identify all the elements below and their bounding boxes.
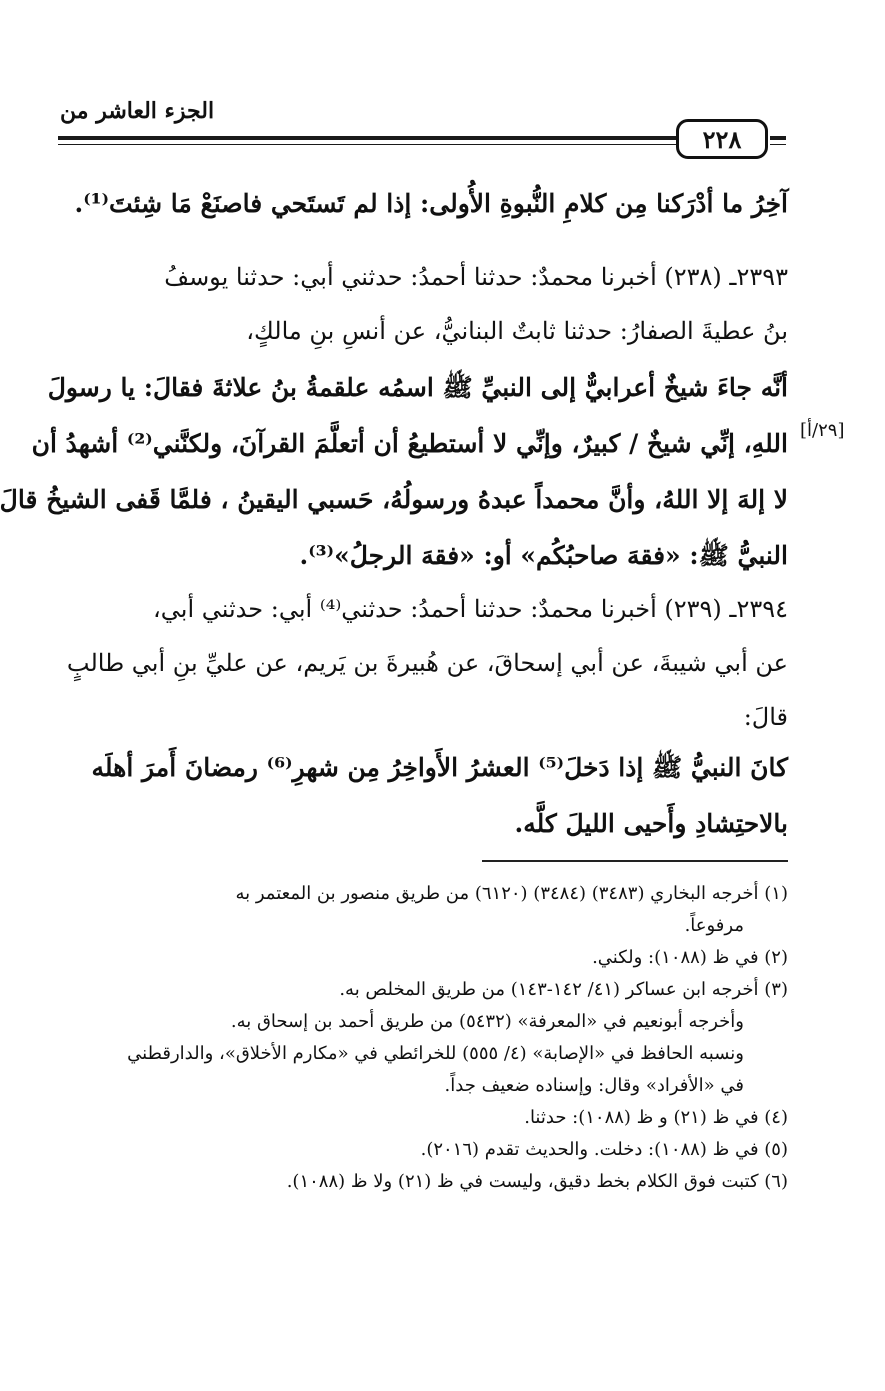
manuscript-folio-ref: [٢٩/أ] — [800, 420, 845, 441]
footnote-line: ونسبه الحافظ في «الإصابة» (٤/ ٥٥٥) للخرائطي في «مكارم الأخلاق»، والدارقطني — [127, 1043, 744, 1064]
paragraph-3-matn — [0, 360, 788, 584]
footnote-line: وأخرجه أبونعيم في «المعرفة» (٥٤٣٢) من طريق أحمد بن إسحاق به. — [230, 1011, 744, 1032]
text-line: النبيُّ ﷺ: «فقهَ صاحبُكُم» أو: «فقهَ الرجلُ»⁽³⁾. — [299, 541, 788, 570]
header-rule-right-thin — [770, 144, 786, 145]
footnotes — [76, 878, 788, 1198]
text-line: بالاحتِشادِ وأَحيى الليلَ كلَّه. — [514, 809, 788, 838]
footnote-line: (١) أخرجه البخاري (٣٤٨٣) (٣٤٨٤) (٦١٢٠) من طريق منصور بن المعتمر به — [235, 883, 788, 904]
paragraph-4-isnad — [66, 582, 788, 744]
header-rule-right — [770, 136, 786, 140]
header-rule-thick — [58, 136, 680, 140]
footnote-separator — [482, 860, 788, 862]
paragraph-1 — [76, 178, 788, 230]
text-line: كانَ النبيُّ ﷺ إذا دَخلَ⁽⁵⁾ العشرُ الأَواخِرُ مِن شهرِ⁽⁶⁾ رمضانَ أَمرَ أهلَه — [91, 753, 788, 782]
header-rule-thin — [58, 144, 680, 145]
text-line: ٢٣٩٤ـ (٢٣٩) أخبرنا محمدٌ: حدثنا أحمدُ: حدثني⁽⁴⁾ أبي: حدثني أبي، — [153, 595, 788, 623]
footnote-line: (٤) في ظ (٢١) و ظ (١٠٨٨): حدثنا. — [524, 1107, 788, 1128]
footnote-line: (٥) في ظ (١٠٨٨): دخلت. والحديث تقدم (٢٠١٦). — [420, 1139, 788, 1160]
text-line: لا إلهَ إلا اللهُ، وأنَّ محمداً عبدهُ ورسولُهُ، حَسبي اليقينُ ، فلمَّا قَفى الشيخُ قالَ — [0, 485, 788, 514]
running-header-title: الجزء العاشر من — [60, 98, 215, 124]
text-line: ٢٣٩٣ـ (٢٣٨) أخبرنا محمدٌ: حدثنا أحمدُ: حدثني أبي: حدثنا يوسفُ — [164, 263, 788, 291]
footnote-line: (٦) كتبت فوق الكلام بخط دقيق، وليست في ظ (٢١) ولا ظ (١٠٨٨). — [286, 1171, 788, 1192]
footnote-line: (٣) أخرجه ابن عساكر (٤١/ ١٤٢-١٤٣) من طريق المخلص به. — [339, 979, 788, 1000]
page-number-badge: ٢٢٨ — [676, 119, 768, 159]
footnote-line: في «الأفراد» وقال: وإسناده ضعيف جداً. — [444, 1075, 744, 1096]
paragraph-2-isnad — [76, 250, 788, 358]
footnote-line: (٢) في ظ (١٠٨٨): ولكني. — [592, 947, 788, 968]
text-line: آخِرُ ما أدْرَكنا مِن كلامِ النُّبوةِ الأُولى: إذا لم تَستَحي فاصنَعْ مَا شِئتَ⁽¹⁾. — [74, 189, 788, 218]
text-line: قالَ: — [743, 703, 788, 731]
text-line: عن أبي شيبةَ، عن أبي إسحاقَ، عن هُبيرةَ بن يَريم، عن عليِّ بنِ أبي طالبٍ — [66, 649, 788, 677]
text-line: اللهِ، إنِّي شيخٌ / كبيرٌ، وإنِّي لا أستطيعُ أن أتعلَّمَ القرآنَ، ولكنَّني⁽²⁾ أشهدُ أن — [31, 429, 788, 458]
footnote-line: مرفوعاً. — [684, 915, 744, 936]
text-line: أنَّه جاءَ شيخٌ أعرابيٌّ إلى النبيِّ ﷺ اسمُه علقمةُ بنُ علاثةَ فقالَ: يا رسولَ — [47, 373, 788, 402]
paragraph-5-matn — [76, 740, 788, 852]
text-line: بنُ عطيةَ الصفارُ: حدثنا ثابتٌ البنانيُّ، عن أنسِ بنِ مالكٍ، — [246, 317, 788, 345]
